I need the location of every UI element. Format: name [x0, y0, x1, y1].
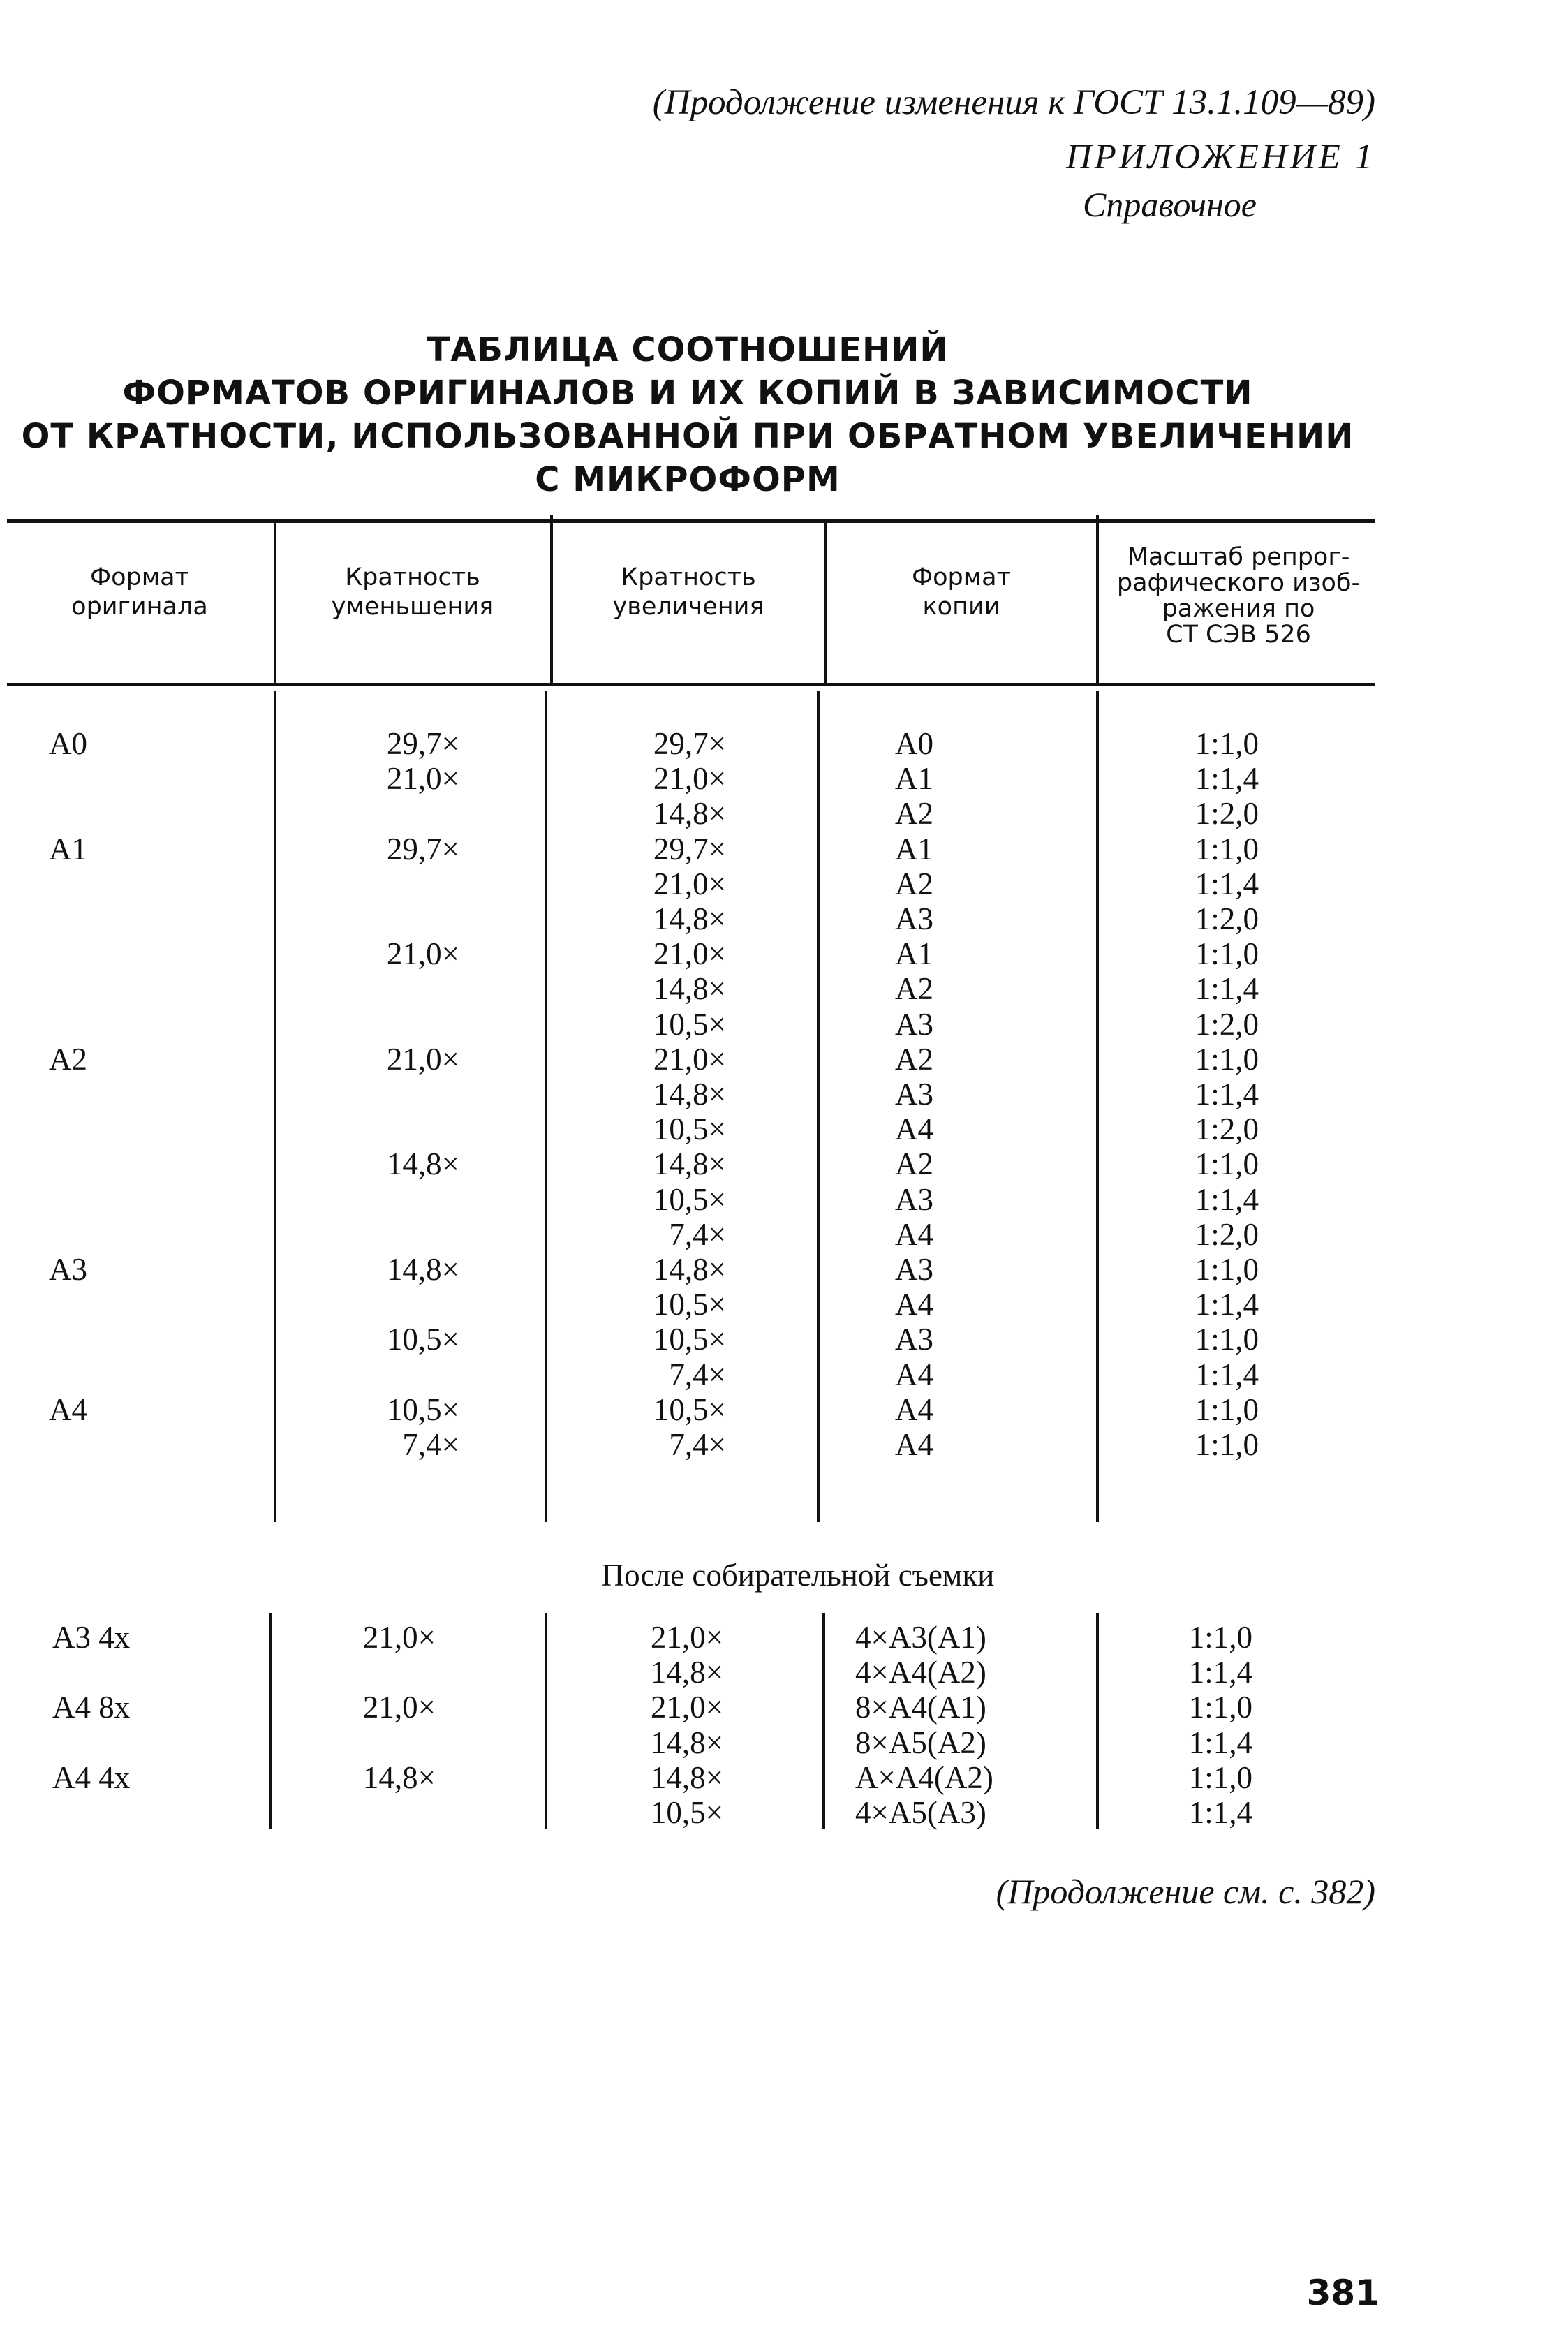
cell-copy-format: А3	[895, 1181, 933, 1217]
cell-copy-format: А2	[895, 866, 933, 901]
cell-scale: 1:1,4	[1188, 1655, 1252, 1690]
cell-copy-format: А4	[895, 1357, 933, 1392]
continuation-footer: (Продолжение см. с. 382)	[996, 1872, 1375, 1911]
table-row	[0, 1620, 1568, 1655]
cell-enlargement: 10,5×	[653, 1287, 726, 1322]
cell-enlargement: 10,5×	[653, 1112, 726, 1147]
cell-original-format: А4 8х	[52, 1690, 131, 1725]
cell-enlargement: 14,8×	[650, 1655, 723, 1690]
table-row	[0, 1146, 1568, 1181]
cell-copy-format: 8×А5(А2)	[855, 1725, 986, 1760]
cell-enlargement: 14,8×	[653, 971, 726, 1007]
title-line-1: ТАБЛИЦА СООТНОШЕНИЙ	[427, 330, 949, 369]
cell-scale: 1:1,0	[1195, 1427, 1259, 1462]
cell-copy-format: А1	[895, 936, 933, 972]
cell-reduction: 10,5×	[386, 1392, 459, 1427]
cell-reduction: 21,0×	[362, 1690, 436, 1725]
cell-copy-format: А2	[895, 1146, 933, 1182]
continuation-note: (Продолжение изменения к ГОСТ 13.1.109—89)	[652, 83, 1375, 122]
page-number: 381	[1306, 2273, 1380, 2313]
table-row	[0, 832, 1568, 866]
cell-original-format: А4 4х	[52, 1759, 131, 1795]
table-row	[0, 1760, 1568, 1795]
cell-copy-format: А1	[895, 761, 933, 797]
cell-scale: 1:2,0	[1195, 901, 1259, 936]
table-row	[0, 971, 1568, 1006]
table-row	[0, 1217, 1568, 1252]
cell-copy-format: А4	[895, 1112, 933, 1147]
cell-copy-format: 8×А4(А1)	[855, 1690, 986, 1725]
section-subheading: После собирательной съемки	[601, 1558, 995, 1593]
table-row	[0, 866, 1568, 901]
col-header-reduction: Кратность уменьшения	[331, 563, 494, 621]
cell-original-format: А2	[49, 1041, 87, 1077]
cell-copy-format: А0	[895, 726, 933, 761]
cell-enlargement: 7,4×	[669, 1357, 726, 1392]
table-title	[0, 328, 1375, 501]
table-row	[0, 761, 1568, 796]
cell-scale: 1:1,0	[1195, 1392, 1259, 1427]
cell-copy-format: А2	[895, 1041, 933, 1077]
cell-scale: 1:2,0	[1195, 796, 1259, 832]
title-line-2: ФОРМАТОВ ОРИГИНАЛОВ И ИХ КОПИЙ В ЗАВИСИМОСТИ	[122, 374, 1253, 413]
table-row	[0, 1655, 1568, 1690]
cell-scale: 1:1,4	[1195, 1357, 1259, 1392]
cell-enlargement: 10,5×	[653, 1006, 726, 1042]
table-row	[0, 796, 1568, 831]
table-row	[0, 1252, 1568, 1287]
cell-enlargement: 10,5×	[653, 1392, 726, 1427]
table-row	[0, 1795, 1568, 1830]
cell-original-format: А1	[49, 831, 87, 866]
table-header-rule	[7, 683, 1375, 686]
cell-copy-format: А3	[895, 1252, 933, 1287]
cell-reduction: 29,7×	[386, 726, 459, 761]
table-row	[0, 726, 1568, 761]
cell-scale: 1:1,0	[1195, 726, 1259, 761]
cell-scale: 1:2,0	[1195, 1006, 1259, 1042]
cell-reduction: 21,0×	[362, 1620, 436, 1655]
col-header-copy-format: Формат копии	[912, 563, 1011, 621]
table-row	[0, 1077, 1568, 1112]
cell-reduction: 29,7×	[386, 831, 459, 866]
cell-enlargement: 14,8×	[653, 1077, 726, 1112]
cell-copy-format: А3	[895, 901, 933, 936]
cell-copy-format: А1	[895, 831, 933, 866]
table-row	[0, 1007, 1568, 1042]
col-header-original-format: Формат оригинала	[71, 563, 208, 621]
cell-enlargement: 10,5×	[653, 1322, 726, 1357]
cell-enlargement: 14,8×	[650, 1759, 723, 1795]
cell-reduction: 14,8×	[386, 1252, 459, 1287]
col-header-scale: Масштаб репрог- рафического изоб- ражения по СТ СЭВ 526	[1116, 543, 1361, 649]
col-header-enlargement: Кратность увеличения	[612, 563, 764, 621]
cell-original-format: А3 4х	[52, 1620, 131, 1655]
table-row	[0, 1042, 1568, 1077]
cell-enlargement: 14,8×	[653, 1252, 726, 1287]
table-row	[0, 1112, 1568, 1146]
cell-scale: 1:1,0	[1195, 936, 1259, 972]
cell-scale: 1:1,0	[1188, 1759, 1252, 1795]
cell-enlargement: 29,7×	[653, 831, 726, 866]
cell-copy-format: 4×А3(А1)	[855, 1620, 986, 1655]
cell-enlargement: 21,0×	[653, 936, 726, 972]
cell-enlargement: 21,0×	[650, 1690, 723, 1725]
cell-enlargement: 10,5×	[650, 1795, 723, 1830]
cell-enlargement: 21,0×	[650, 1620, 723, 1655]
cell-copy-format: А4	[895, 1392, 933, 1427]
cell-reduction: 10,5×	[386, 1322, 459, 1357]
cell-enlargement: 21,0×	[653, 866, 726, 901]
cell-copy-format: А3	[895, 1322, 933, 1357]
reference-label: Справочное	[1083, 185, 1257, 224]
cell-copy-format: 4×А5(А3)	[855, 1795, 986, 1830]
cell-copy-format: А2	[895, 971, 933, 1007]
cell-copy-format: А×А4(А2)	[855, 1759, 993, 1795]
cell-original-format: А3	[49, 1252, 87, 1287]
cell-enlargement: 14,8×	[650, 1725, 723, 1760]
cell-enlargement: 14,8×	[653, 901, 726, 936]
title-line-3: ОТ КРАТНОСТИ, ИСПОЛЬЗОВАННОЙ ПРИ ОБРАТНОМ УВЕЛИЧЕНИИ	[21, 417, 1354, 456]
cell-enlargement: 21,0×	[653, 1041, 726, 1077]
title-line-4: С МИКРОФОРМ	[535, 460, 841, 499]
cell-reduction: 14,8×	[386, 1146, 459, 1182]
cell-scale: 1:1,0	[1188, 1690, 1252, 1725]
cell-scale: 1:1,0	[1195, 1041, 1259, 1077]
cell-reduction: 14,8×	[362, 1759, 436, 1795]
table-row	[0, 1322, 1568, 1357]
cell-copy-format: А4	[895, 1287, 933, 1322]
cell-copy-format: А3	[895, 1077, 933, 1112]
table-row	[0, 1392, 1568, 1427]
cell-scale: 1:1,0	[1195, 1252, 1259, 1287]
table-row	[0, 1427, 1568, 1462]
cell-reduction: 21,0×	[386, 936, 459, 972]
cell-scale: 1:2,0	[1195, 1112, 1259, 1147]
cell-scale: 1:1,4	[1195, 1287, 1259, 1322]
cell-enlargement: 10,5×	[653, 1181, 726, 1217]
cell-scale: 1:1,0	[1188, 1620, 1252, 1655]
table-row	[0, 901, 1568, 936]
appendix-label: ПРИЛОЖЕНИЕ 1	[1065, 138, 1375, 177]
cell-scale: 1:1,4	[1195, 866, 1259, 901]
table-row	[0, 1287, 1568, 1322]
cell-copy-format: А3	[895, 1006, 933, 1042]
cell-enlargement: 29,7×	[653, 726, 726, 761]
cell-enlargement: 7,4×	[669, 1427, 726, 1462]
cell-scale: 1:1,4	[1195, 1077, 1259, 1112]
cell-scale: 1:2,0	[1195, 1216, 1259, 1252]
table-row	[0, 1690, 1568, 1725]
cell-scale: 1:1,0	[1195, 831, 1259, 866]
cell-scale: 1:1,4	[1195, 761, 1259, 797]
table-row	[0, 1357, 1568, 1392]
cell-scale: 1:1,4	[1188, 1795, 1252, 1830]
cell-reduction: 21,0×	[386, 761, 459, 797]
cell-enlargement: 21,0×	[653, 761, 726, 797]
cell-original-format: А4	[49, 1392, 87, 1427]
cell-copy-format: А4	[895, 1216, 933, 1252]
cell-scale: 1:1,0	[1195, 1146, 1259, 1182]
table-row	[0, 936, 1568, 971]
cell-copy-format: А2	[895, 796, 933, 832]
cell-enlargement: 7,4×	[669, 1216, 726, 1252]
table-top-rule	[7, 519, 1375, 523]
cell-scale: 1:1,4	[1188, 1725, 1252, 1760]
cell-enlargement: 14,8×	[653, 796, 726, 832]
cell-copy-format: 4×А4(А2)	[855, 1655, 986, 1690]
cell-scale: 1:1,4	[1195, 971, 1259, 1007]
table-row	[0, 1725, 1568, 1760]
cell-copy-format: А4	[895, 1427, 933, 1462]
cell-enlargement: 14,8×	[653, 1146, 726, 1182]
cell-reduction: 7,4×	[402, 1427, 459, 1462]
cell-reduction: 21,0×	[386, 1041, 459, 1077]
cell-scale: 1:1,4	[1195, 1181, 1259, 1217]
cell-original-format: А0	[49, 726, 87, 761]
cell-scale: 1:1,0	[1195, 1322, 1259, 1357]
table-row	[0, 1182, 1568, 1217]
